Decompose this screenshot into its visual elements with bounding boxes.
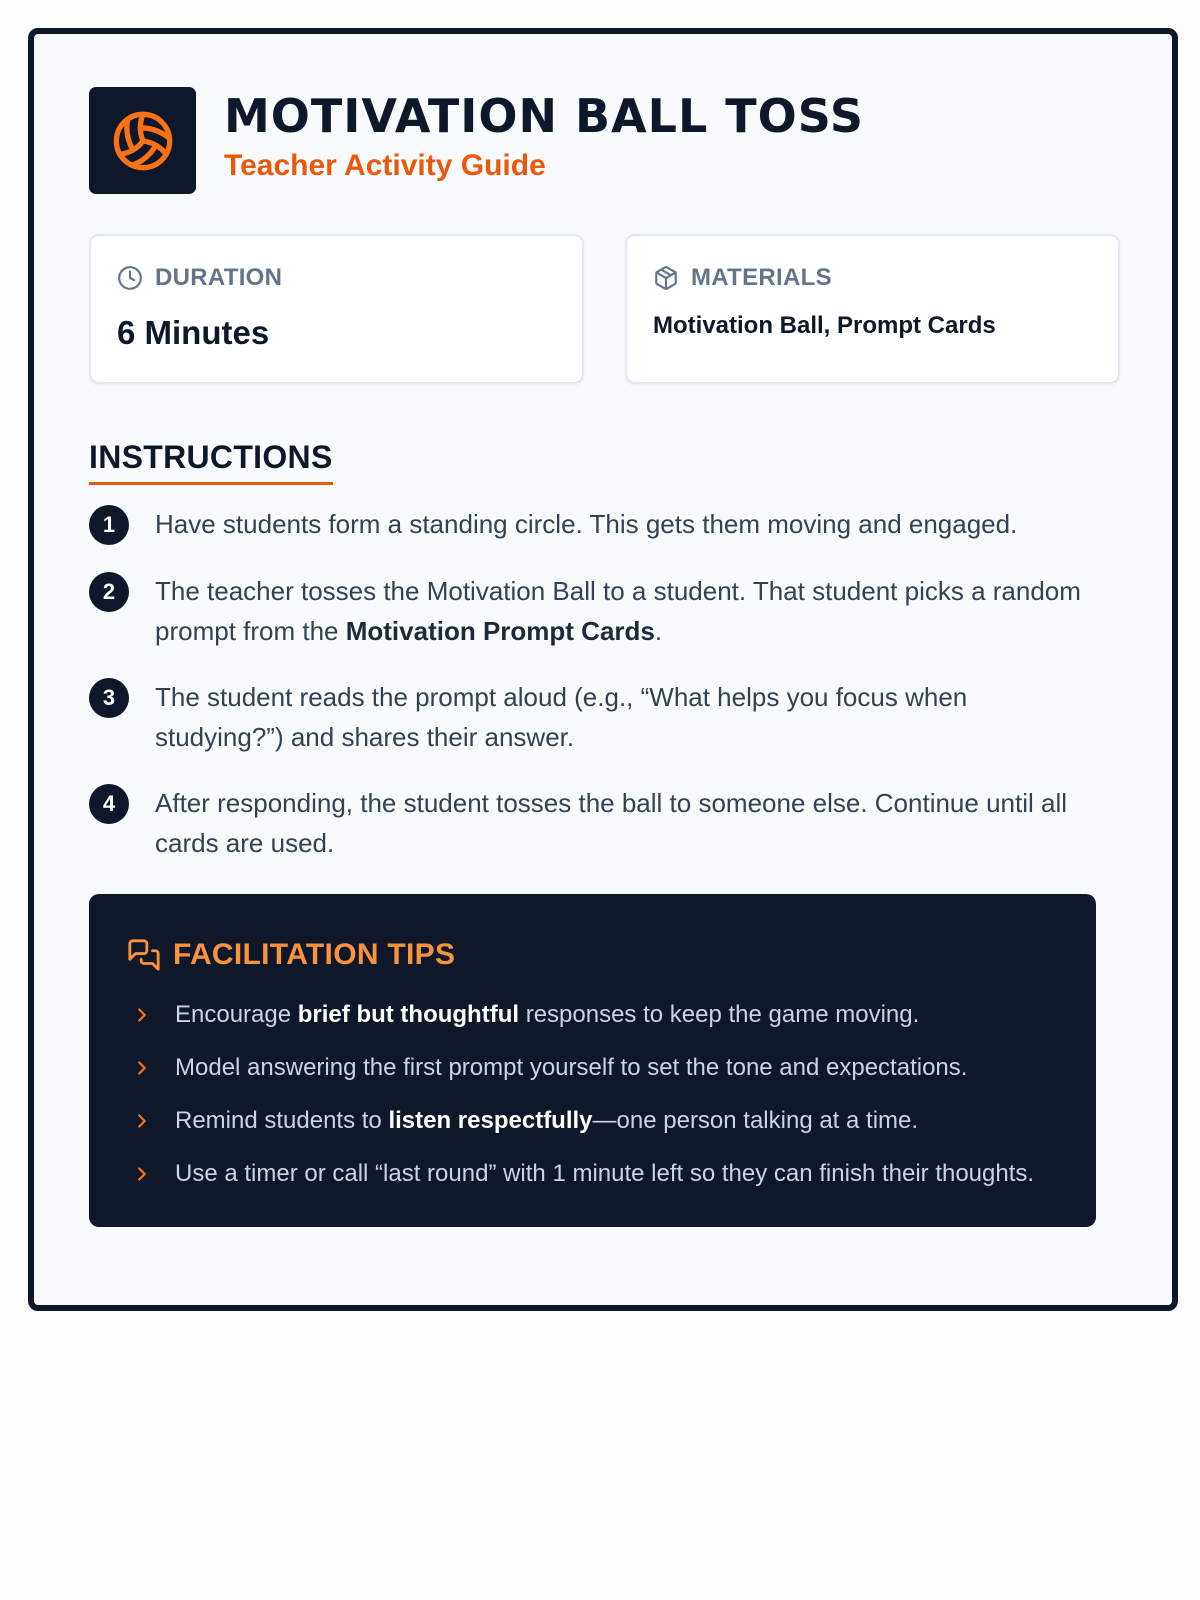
duration-value: 6 Minutes: [117, 314, 270, 351]
instructions-list: [89, 504, 1099, 889]
tip-text: Remind students to listen respectfully—one person talking at a time.: [175, 1107, 919, 1134]
chevron-right-icon: [131, 1110, 153, 1132]
activity-card: [28, 28, 1178, 1311]
page-subtitle: Teacher Activity Guide: [224, 148, 546, 182]
facilitation-tips-panel: [89, 894, 1096, 1227]
instruction-step: [89, 783, 1099, 863]
instructions-heading: INSTRUCTIONS: [89, 439, 333, 485]
materials-value: Motivation Ball, Prompt Cards: [653, 312, 996, 339]
materials-label-text: MATERIALS: [691, 264, 832, 291]
instruction-step: [89, 504, 1099, 545]
tips-title-text: FACILITATION TIPS: [173, 938, 456, 971]
tip-text: Encourage brief but thoughtful responses to keep the game moving.: [175, 1001, 920, 1028]
chevron-right-icon: [131, 1057, 153, 1079]
chat-bubbles-icon: [127, 938, 161, 972]
clock-icon: [117, 265, 143, 291]
chevron-right-icon: [131, 1004, 153, 1026]
tips-heading: [127, 938, 455, 972]
tips-list: [127, 997, 1034, 1209]
duration-label: [117, 264, 282, 292]
box-icon: [653, 265, 679, 291]
volleyball-icon: [111, 109, 175, 173]
step-text: Have students form a standing circle. This gets them moving and engaged.: [155, 509, 1018, 539]
tip-text: Model answering the first prompt yourself to set the tone and expectations.: [175, 1054, 968, 1081]
page-title: MOTIVATION BALL TOSS: [224, 88, 864, 143]
tip-item: [127, 1050, 1034, 1086]
duration-box: [89, 234, 584, 384]
step-number-badge: 3: [89, 678, 129, 718]
step-number-badge: 2: [89, 572, 129, 612]
logo: [89, 87, 196, 194]
tip-text: Use a timer or call “last round” with 1 minute left so they can finish their thoughts.: [175, 1160, 1035, 1187]
tip-item: [127, 1156, 1034, 1192]
header: [89, 87, 864, 194]
materials-box: [625, 234, 1120, 384]
step-number-badge: 4: [89, 784, 129, 824]
instruction-step: [89, 571, 1099, 651]
step-number-badge: 1: [89, 505, 129, 545]
duration-label-text: DURATION: [155, 264, 283, 291]
tip-item: [127, 1103, 1034, 1139]
step-text: The teacher tosses the Motivation Ball to a student. That student picks a random prompt from the Motivation Prompt Cards.: [155, 576, 1081, 646]
chevron-right-icon: [131, 1163, 153, 1185]
instruction-step: [89, 677, 1099, 757]
tip-item: [127, 997, 1034, 1033]
step-text: After responding, the student tosses the ball to someone else. Continue until all cards are used.: [155, 788, 1068, 858]
step-text: The student reads the prompt aloud (e.g., “What helps you focus when studying?”) and shares their answer.: [155, 682, 968, 752]
materials-label: [653, 264, 832, 292]
